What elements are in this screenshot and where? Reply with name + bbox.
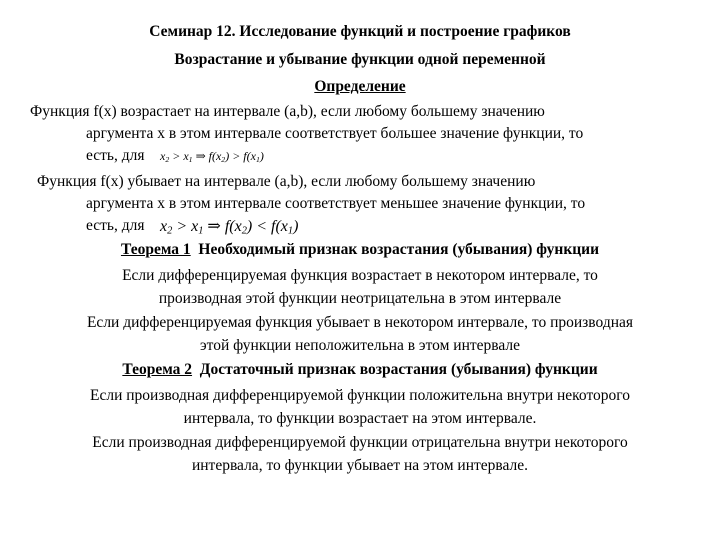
def-increasing-line3: есть, для <box>86 147 145 164</box>
theorem1-p2-line2: этой функции неположительна в этом интервале <box>199 337 521 354</box>
def-decreasing-line2: аргумента x в этом интервале соответствует меньшее значение функции, то <box>86 195 586 212</box>
slide-subtitle: Возрастание и убывание функции одной переменной <box>174 51 546 68</box>
theorem2-p1-line1: Если производная дифференцируемой функции положительна внутри некоторого <box>89 387 630 404</box>
theorem2-p2-line2: интервала, то функции убывает на этом интервале. <box>191 457 529 474</box>
def-increasing-line2: аргумента x в этом интервале соответствует большее значение функции, то <box>86 125 584 142</box>
definition-heading: Определение <box>314 78 406 95</box>
theorem2-p1-line2: интервала, то функции возрастает на этом интервале. <box>183 410 537 427</box>
theorem2-label: Теорема 2 <box>122 361 193 378</box>
theorem1-heading <box>0 240 720 260</box>
theorem1-p1-line2: производная этой функции неотрицательна в этом интервале <box>158 290 562 307</box>
theorem1-label: Теорема 1 <box>120 241 191 258</box>
theorem1-title: Необходимый признак возрастания (убывания) функции <box>198 241 600 258</box>
theorem2-heading <box>0 360 720 380</box>
formula-increasing: $x_2 > x_1$ ⇒ $f(x_2) > f(x_1)$ <box>160 149 264 164</box>
def-increasing-line1: Функция f(x) возрастает на интервале (a,b), если любому большему значению <box>30 103 545 120</box>
slide-title: Семинар 12. Исследование функций и построение графиков <box>149 23 571 40</box>
theorem2-p2-line1: Если производная дифференцируемой функции отрицательна внутри некоторого <box>92 434 628 451</box>
formula-decreasing: $x_2 > x_1$ ⇒ $f(x_2) < f(x_1)$ <box>160 218 299 237</box>
theorem1-p2-line1: Если дифференцируемая функция убывает в некотором интервале, то производная <box>86 314 634 331</box>
theorem2-title: Достаточный признак возрастания (убывания) функции <box>199 361 598 378</box>
def-decreasing-line3: есть, для <box>86 217 145 234</box>
theorem1-p1-line1: Если дифференцируемая функция возрастает в некотором интервале, то <box>122 267 598 284</box>
def-decreasing-line1: Функция f(x) убывает на интервале (a,b), если любому большему значению <box>37 173 536 190</box>
